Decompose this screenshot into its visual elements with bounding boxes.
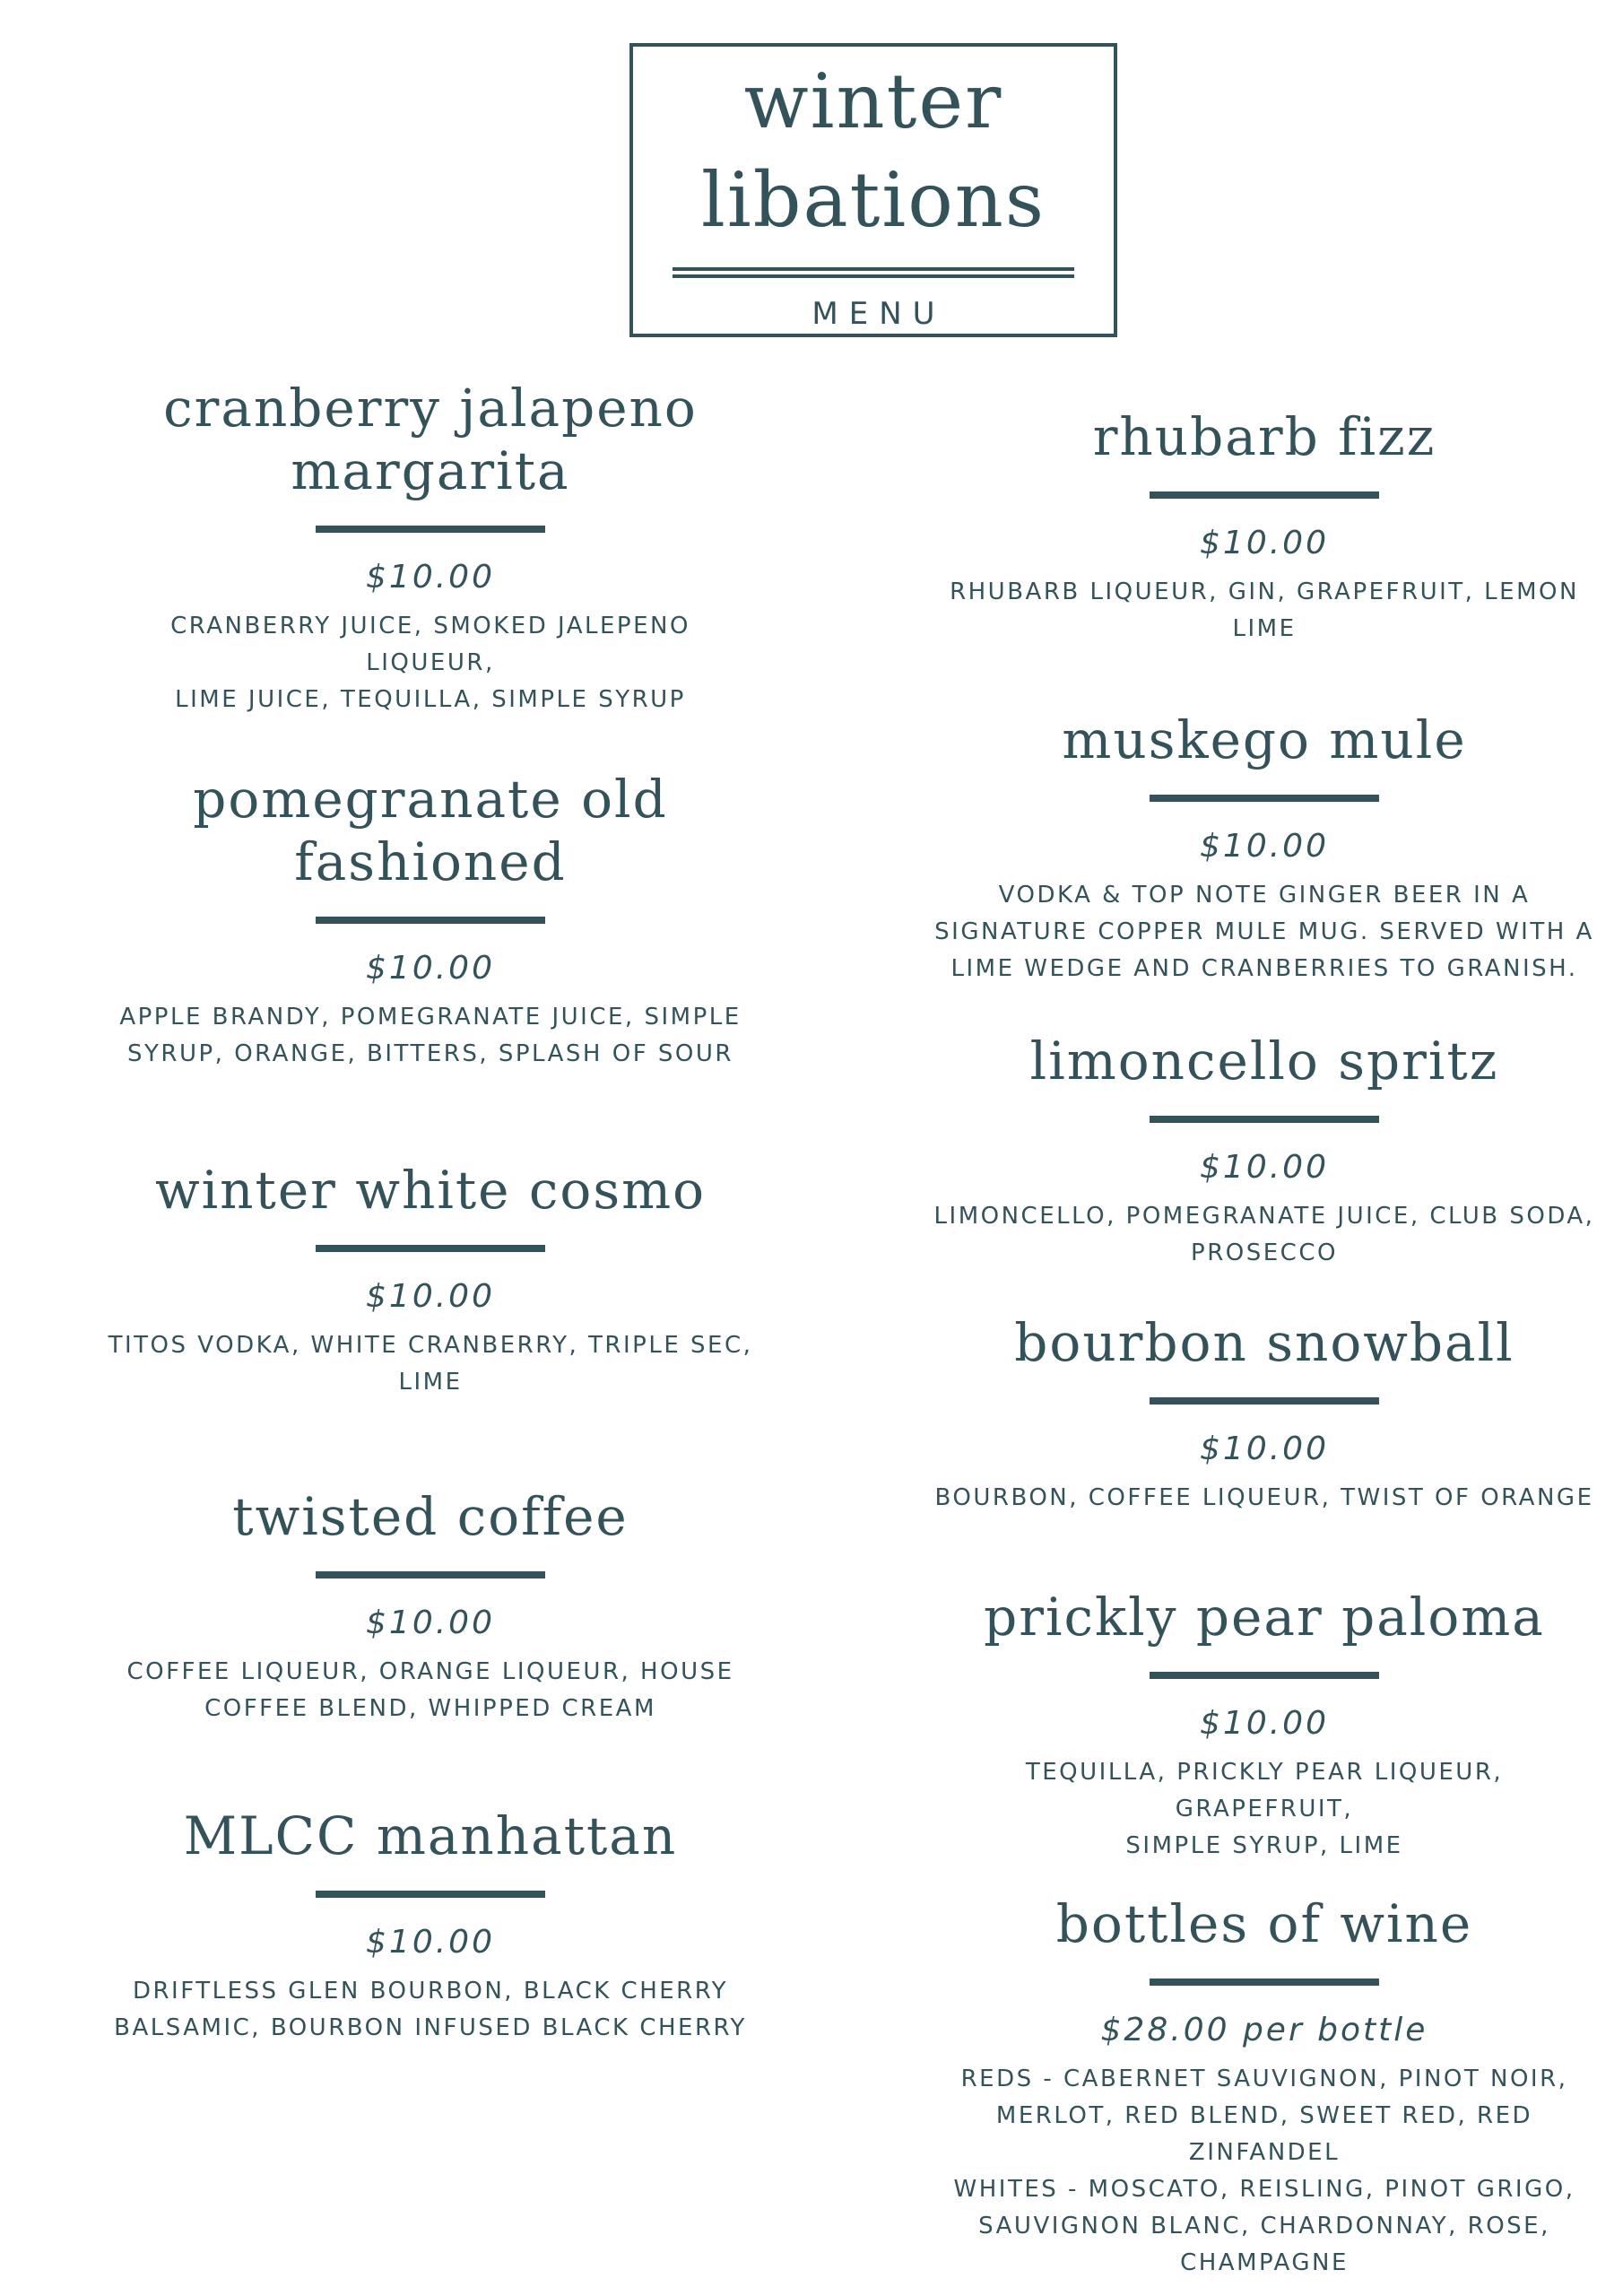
menu-item-mlcc-manhattan xyxy=(108,1805,753,2047)
item-divider xyxy=(316,1891,545,1898)
item-price: $10.00 xyxy=(366,1278,495,1315)
item-name: rhubarb fizz xyxy=(1092,406,1436,467)
menu-title-line-2: libations xyxy=(701,156,1046,244)
item-name: twisted coffee xyxy=(232,1486,629,1547)
menu-subtitle: MENU xyxy=(812,296,946,332)
item-name: muskego mule xyxy=(1062,709,1467,770)
item-price: $28.00 per bottle xyxy=(1100,2012,1428,2048)
item-name: limoncello spritz xyxy=(1029,1031,1499,1091)
item-price: $10.00 xyxy=(1200,1705,1329,1742)
item-divider xyxy=(1150,1397,1379,1405)
item-price: $10.00 xyxy=(1200,1149,1329,1186)
menu-item-muskego-mule xyxy=(933,709,1596,987)
item-description: LIMONCELLO, POMEGRANATE JUICE, CLUB SODA, PROSECCO xyxy=(933,1203,1595,1266)
item-divider xyxy=(316,917,545,924)
item-divider xyxy=(1150,1672,1379,1679)
item-description: BOURBON, COFFEE LIQUEUR, TWIST OF ORANGE xyxy=(934,1484,1594,1511)
item-description: COFFEE LIQUEUR, ORANGE LIQUEUR, HOUSE COFFEE BLEND, WHIPPED CREAM xyxy=(126,1658,734,1722)
item-price: $10.00 xyxy=(366,1605,495,1641)
title-double-rule xyxy=(673,267,1074,278)
item-divider xyxy=(316,1245,545,1252)
item-description: CRANBERRY JUICE, SMOKED JALEPENO LIQUEUR, LIME JUICE, TEQUILLA, SIMPLE SYRUP xyxy=(170,613,690,713)
item-name: winter white cosmo xyxy=(154,1160,707,1221)
item-divider xyxy=(316,526,545,533)
item-description: APPLE BRANDY, POMEGRANATE JUICE, SIMPLE SYRUP, ORANGE, BITTERS, SPLASH OF SOUR xyxy=(119,1004,742,1067)
menu-title-box xyxy=(629,43,1117,337)
item-divider xyxy=(1150,795,1379,802)
item-name: bourbon snowball xyxy=(1014,1312,1515,1373)
item-description: TITOS VODKA, WHITE CRANBERRY, TRIPLE SEC, LIME xyxy=(108,1332,753,1396)
item-price: $10.00 xyxy=(366,1924,495,1961)
item-name: MLCC manhattan xyxy=(183,1805,678,1866)
item-price: $10.00 xyxy=(1200,1431,1329,1467)
item-description: RHUBARB LIQUEUR, GIN, GRAPEFRUIT, LEMON LIME xyxy=(950,578,1579,642)
item-divider xyxy=(1150,491,1379,499)
item-name: cranberry jalapeno margarita xyxy=(163,378,698,501)
item-divider xyxy=(1150,1979,1379,1986)
item-description: REDS - CABERNET SAUVIGNON, PINOT NOIR, MERLOT, RED BLEND, SWEET RED, RED ZINFANDEL WHITES - MOSCATO, REISLING, PINOT GRIGO, SAUVIGNON BLANC, CHARDONNAY, ROSE, CHAMPAGNE xyxy=(953,2066,1575,2276)
menu-item-cranberry-jalapeno-margarita xyxy=(108,377,753,718)
item-price: $10.00 xyxy=(1200,525,1329,561)
item-name: prickly pear paloma xyxy=(984,1587,1545,1648)
menu-item-prickly-pear-paloma xyxy=(933,1586,1596,1865)
menu-item-limoncello-spritz xyxy=(933,1030,1596,1272)
item-divider xyxy=(1150,1116,1379,1123)
menu-item-bottles-of-wine xyxy=(933,1892,1596,2282)
menu-title-line-1: winter xyxy=(743,57,1003,145)
menu-item-rhubarb-fizz xyxy=(933,405,1596,648)
item-description: TEQUILLA, PRICKLY PEAR LIQUEUR, GRAPEFRUIT, SIMPLE SYRUP, LIME xyxy=(1025,1759,1504,1859)
item-price: $10.00 xyxy=(366,559,495,596)
menu-item-twisted-coffee xyxy=(108,1485,753,1727)
item-price: $10.00 xyxy=(366,950,495,987)
menu-item-bourbon-snowball xyxy=(933,1311,1596,1517)
item-name: pomegranate old fashioned xyxy=(193,769,668,892)
item-price: $10.00 xyxy=(1200,828,1329,865)
item-divider xyxy=(316,1571,545,1578)
item-name: bottles of wine xyxy=(1055,1893,1473,1954)
item-description: VODKA & TOP NOTE GINGER BEER IN A SIGNATURE COPPER MULE MUG. SERVED WITH A LIME WEDGE AND CRANBERRIES TO GRANISH. xyxy=(934,882,1594,982)
menu-item-pomegranate-old-fashioned xyxy=(108,768,753,1073)
item-description: DRIFTLESS GLEN BOURBON, BLACK CHERRY BALSAMIC, BOURBON INFUSED BLACK CHERRY xyxy=(114,1978,747,2041)
menu-item-winter-white-cosmo xyxy=(108,1159,753,1401)
